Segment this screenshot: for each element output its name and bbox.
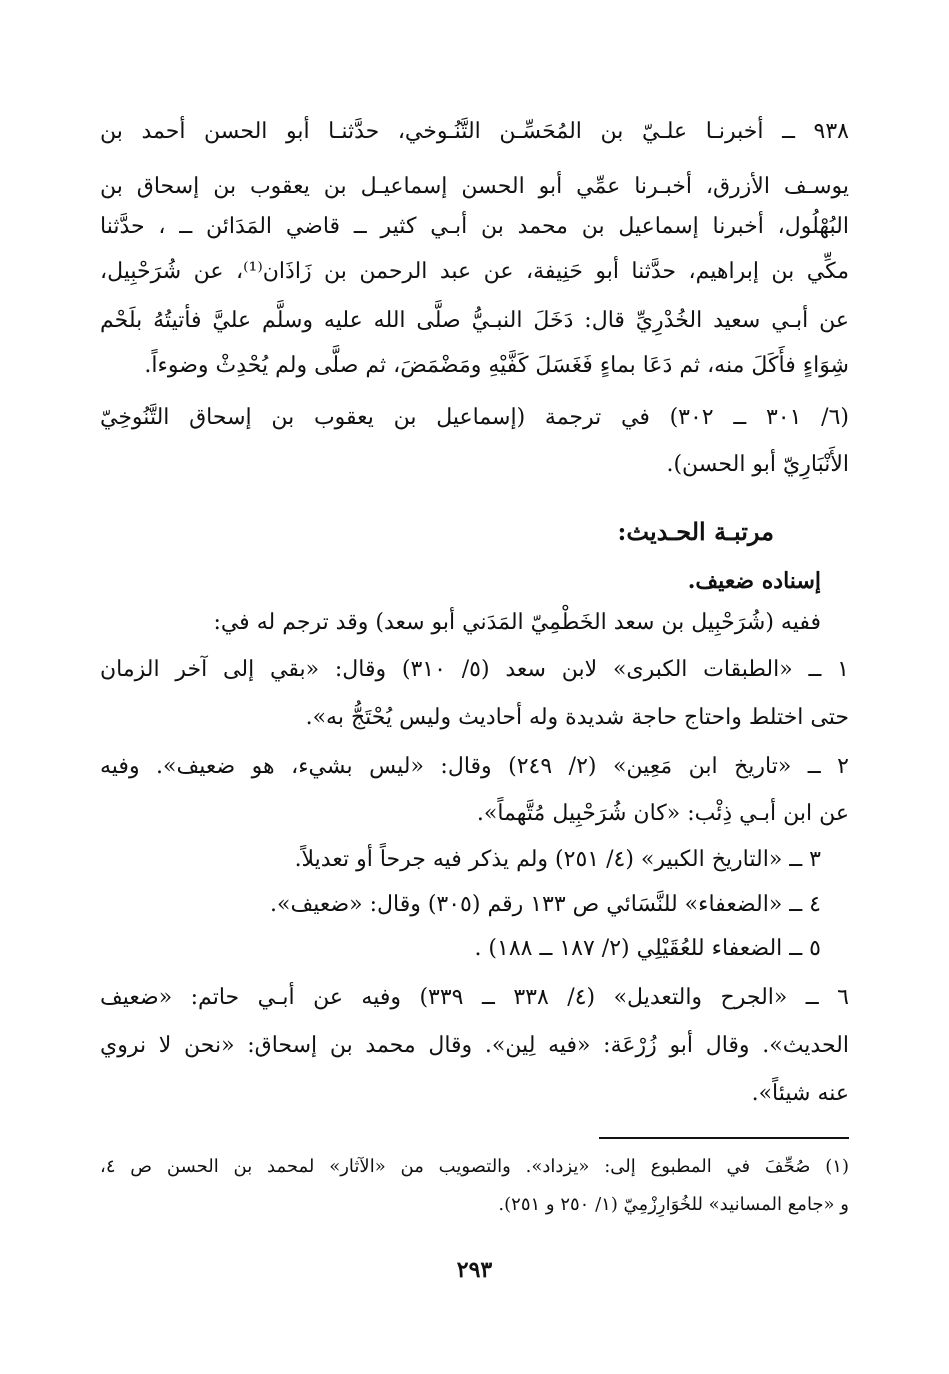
hadith-line: البُهْلُول، أخبرنا إسماعيل بن محمد بن أبـي كثير ــ قاضي المَدَائن ــ ، حدَّثنا — [100, 214, 849, 239]
footnote-divider — [599, 1137, 849, 1139]
hadith-line: يوسـف الأزرق، أخبـرنا عمِّي أبو الحسن إسماعيـل بن يعقوب بن إسحاق بن — [100, 174, 849, 199]
source-item: ١ ــ «الطبقات الكبرى» لابن سعد (٥/ ٣١٠) وقال: «بقي إلى آخر الزمان — [100, 657, 849, 682]
hadith-line: مكِّي بن إبراهيم، حدَّثنا أبو حَنِيفة، عن عبد الرحمن بن زَاذَان⁽¹⁾، عن شُرَحْبِيل، — [100, 259, 850, 284]
footnote-line: (١) صُحِّفَ في المطبوع إلى: «يزداد». والتصويب من «الآثار» لمحمد بن الحسن ص ٤، — [100, 1156, 849, 1177]
source-item: ٦ ــ «الجرح والتعديل» (٤/ ٣٣٨ ــ ٣٣٩) وفيه عن أبـي حاتم: «ضعيف — [100, 985, 849, 1010]
section-heading: مرتبـة الحـديث: — [617, 517, 774, 546]
page-number: ٢٩٣ — [456, 1257, 493, 1283]
reference-line: الأَنْبَارِيّ أبو الحسن). — [666, 452, 849, 477]
narrator-intro: ففيه (شُرَحْبِيل بن سعد الخَطْمِيّ المَدَني أبو سعد) وقد ترجم له في: — [213, 610, 821, 635]
source-item-continuation: الحديث». وقال أبو زُرْعَة: «فيه لِين». وقال محمد بن إسحاق: «نحن لا نروي — [100, 1033, 849, 1058]
hadith-line: عن أبـي سعيد الخُدْرِيِّ قال: دَخَلَ النبـيُّ صلَّى الله عليه وسلَّم عليَّ فأتيتُهُ بلَحْم — [100, 308, 849, 333]
source-item-continuation: عن ابن أبـي ذِئْب: «كان شُرَحْبِيل مُتَّهماً». — [476, 801, 849, 826]
source-item-continuation: حتى اختلط واحتاج حاجة شديدة وله أحاديث وليس يُحْتَجُّ به». — [305, 705, 849, 730]
hadith-line: ٩٣٨ ــ أخبرنـا علـيّ بن المُحَسِّـن التَّنُـوخي، حدَّثنـا أبو الحسن أحمد بن — [100, 119, 849, 144]
hadith-line: شِوَاءٍ فأَكَلَ منه، ثم دَعَا بماءٍ فَغَسَلَ كَفَّيْهِ ومَضْمَضَ، ثم صلَّى ولم يُحْدِثْ وضوءاً. — [144, 353, 849, 378]
verdict-text: إسناده ضعيف. — [687, 568, 821, 594]
source-item: ٣ ــ «التاريخ الكبير» (٤/ ٢٥١) ولم يذكر فيه جرحاً أو تعديلاً. — [294, 847, 821, 872]
source-item: ٤ ــ «الضعفاء» للنَّسَائي ص ١٣٣ رقم (٣٠٥) وقال: «ضعيف». — [269, 892, 821, 917]
source-item: ٢ ــ «تاريخ ابن مَعِين» (٢/ ٢٤٩) وقال: «ليس بشيء، هو ضعيف». وفيه — [100, 754, 849, 779]
source-item: ٥ ــ الضعفاء للعُقَيْلِي (٢/ ١٨٧ ــ ١٨٨) . — [474, 936, 821, 961]
footnote-line: و «جامع المسانيد» للخُوَارِزْمِيّ (١/ ٢٥٠ و ٢٥١). — [498, 1194, 849, 1215]
reference-line: (٦/ ٣٠١ ــ ٣٠٢) في ترجمة (إسماعيل بن يعقوب بن إسحاق التَّنُوخِيّ — [100, 405, 849, 430]
source-item-continuation: عنه شيئاً». — [751, 1081, 849, 1106]
